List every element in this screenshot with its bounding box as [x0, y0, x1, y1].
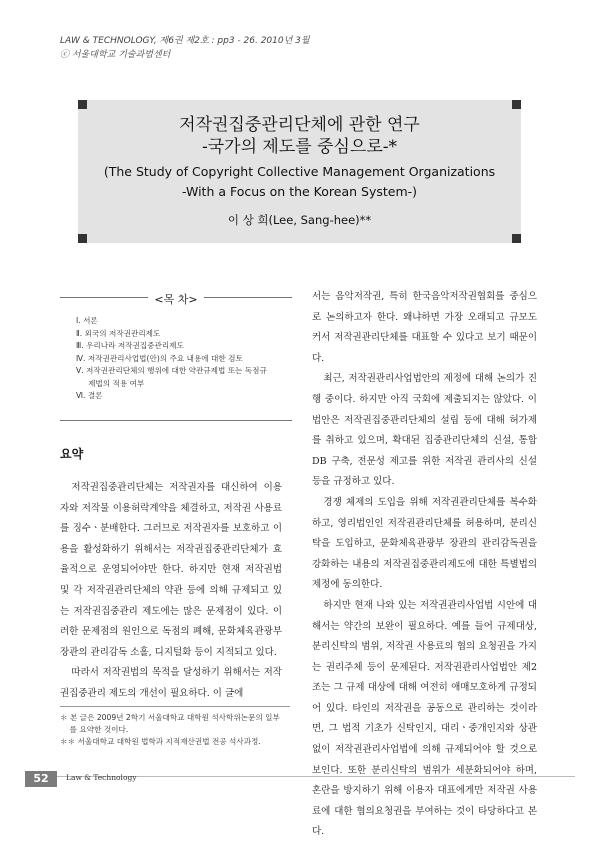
- footnote-1-cont: 를 요약한 것이다.: [60, 725, 129, 734]
- toc-item: Ⅵ. 결론: [76, 391, 103, 400]
- body-paragraph: 하지만 현재 나와 있는 저작권관리사업법 시안에 대해서는 약간의 보완이 필요하다. 예를 들어 규제대상, 분리신탁의 범위, 저작권 사용료의 협의 요청권을 가지는 권리주체 등이 문제된다. 저작권관리사업법안 제2조는 그 규제 대상에 대해 여전히 애매모호하게 규정되어 있다. 타인의 저작권을 공동으로 관리하는 것이라면, 그 법적 기초가 신탁인지, 대리ㆍ중개인지와 상관 없이 저작권관리사업법에 의해 규제되어야 할 것으로 보인다. 또한 분리신탁의 범위가 세분화되어야 하며, 혼란을 방지하기 위해 이용자 대표에게만 저작권 사용료에 대한 협의요청권을 부여하는 것이 타당하다고 본다.: [312, 599, 537, 838]
- right-column: [312, 287, 537, 843]
- toc-item: Ⅰ. 서론: [76, 316, 98, 325]
- korean-title-line1: 저작권집중관리단체에 관한 연구: [179, 115, 420, 135]
- summary-heading: 요약: [60, 447, 84, 461]
- corner-mark-tr: [512, 100, 521, 109]
- footnote-1: ＊ 본 글은 2009년 2학기 서울대학교 대학원 석사학위논문의 일부: [60, 713, 280, 722]
- body-paragraph: 경쟁 체제의 도입을 위해 저작권관리단체를 복수화하고, 영리법인인 저작권관리단체를 허용하며, 분리신탁을 도입하고, 문화체육관광부 장관의 관리감독권을 강화하는 내용의 저작권집중관리제도에 대한 특별법의 제정에 동의한다.: [312, 496, 537, 591]
- toc-heading: <목 차>: [60, 291, 292, 307]
- body-paragraph: 서는 음악저작권, 특히 한국음악저작권협회를 중심으로 논의하고자 한다. 왜냐하면 가장 오래되고 규모도 커서 저작권관리단체를 대표할 수 있다고 보기 때문이다.: [312, 291, 537, 364]
- corner-mark-br: [512, 234, 521, 243]
- body-paragraph: 최근, 저작권관리사업법안의 제정에 대해 논의가 진행 중이다. 하지만 아직 국회에 제출되지는 않았다. 이 법안은 저작권집중관리단체의 설립 등에 대해 허가제를 취하고 있으며, 확대된 집중관리단체의 신설, 통합 DB 구축, 전문성 제고를 위한 저작권 관리사의 신설 등을 규정하고 있다.: [312, 373, 537, 488]
- toc-list: [60, 315, 292, 403]
- summary-paragraph: 따라서 저작권법의 목적을 달성하기 위해서는 저작권집중관리 제도의 개선이 필요하다. 이 글에: [60, 667, 282, 699]
- english-title-line1: (The Study of Copyright Collective Management Organizations: [103, 164, 496, 179]
- left-column: [60, 445, 282, 705]
- english-title-line2: -With a Focus on the Korean System-): [181, 184, 418, 199]
- journal-citation: LAW & TECHNOLOGY, 제6권 제2호 : pp3 - 26. 2010년 3월: [60, 36, 310, 46]
- footnote-2: ＊＊ 서울대학교 대학원 법학과 지적재산권법 전공 석사과정.: [60, 737, 261, 746]
- journal-name: Law & Technology: [66, 773, 137, 782]
- journal-header: [60, 34, 310, 62]
- toc-item: Ⅲ. 우리나라 저작권집중관리제도: [76, 341, 184, 350]
- toc-bottom-rule: [60, 420, 292, 421]
- english-title: [78, 162, 521, 202]
- korean-title-line2: -국가의 제도를 중심으로-*: [201, 137, 397, 157]
- corner-mark-bl: [78, 234, 87, 243]
- title-box: [78, 100, 521, 243]
- table-of-contents: [60, 291, 292, 403]
- toc-item: Ⅳ. 저작권관리사업법(안)의 주요 내용에 대한 검토: [76, 353, 243, 363]
- footnotes: [60, 712, 290, 748]
- page-number: 52: [25, 771, 57, 787]
- korean-title: [78, 114, 521, 158]
- toc-item: Ⅱ. 외국의 저작권관리제도: [76, 328, 161, 338]
- toc-item: 제법의 적용 여부: [76, 378, 145, 388]
- author: 이 상 희(Lee, Sang-hee)**: [227, 213, 372, 227]
- corner-mark-tl: [78, 100, 87, 109]
- toc-item: Ⅴ. 저작권관리단체의 행위에 대한 약관규제법 또는 독점규: [76, 366, 267, 375]
- footnote-rule: [60, 706, 290, 707]
- summary-paragraph: 저작권집중관리단체는 저작권자를 대신하여 이용자와 저작물 이용허락계약을 체결하고, 저작권 사용료를 징수ㆍ분배한다. 그러므로 저작권자를 보호하고 이용을 활성화하기 위해서는 저작권집중관리단체가 효율적으로 운영되어야만 한다. 하지만 현재 저작권법 및 각 저작권관리단체의 약관 등에 의해 규제되고 있는 저작권집중관리 제도에는 많은 문제점이 있다. 이러한 문제점의 원인으로 독점의 폐해, 문화체육관광부 장관의 관리감독 소홀, 디지털화 등이 지적되고 있다.: [60, 482, 282, 658]
- copyright-line: ⓒ 서울대학교 기술과법센터: [60, 50, 171, 60]
